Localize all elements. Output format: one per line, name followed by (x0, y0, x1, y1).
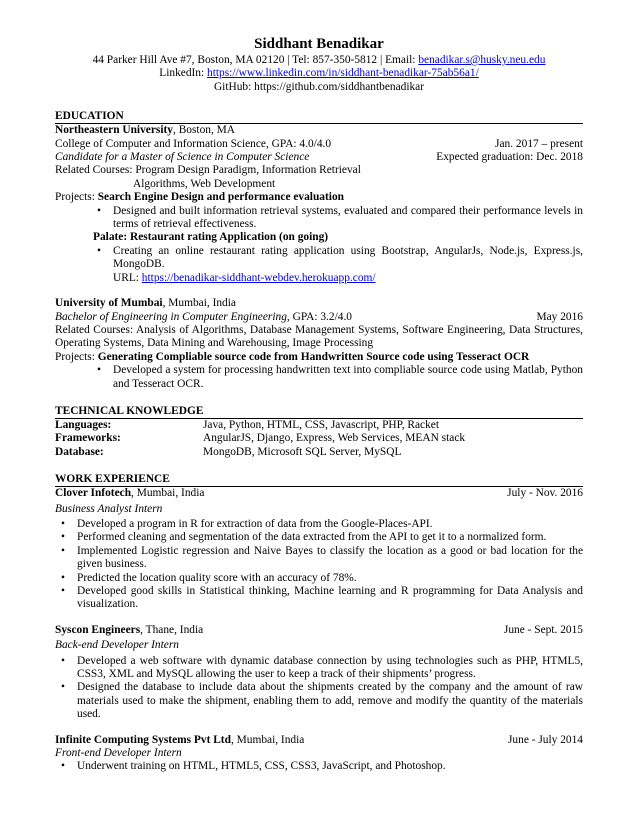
linkedin-line (55, 67, 583, 80)
mumbai-project-title: Generating Compliable source code from Handwritten Source code using Tesseract OCR (97, 350, 530, 363)
contact-line (55, 54, 583, 67)
list-item: • Developed a program in R for extraction of data from the Google-Places-API. (55, 518, 583, 531)
job-role: Business Analyst Intern (55, 502, 163, 515)
job-location: , Mumbai, India (230, 733, 305, 746)
neu-candidate: Candidate for a Master of Science in Computer Science (55, 151, 310, 164)
resume-header (55, 36, 583, 94)
job-dates: July - Nov. 2016 (507, 487, 583, 500)
job-header-row (55, 734, 583, 747)
table-row (55, 432, 583, 445)
job-syscon (55, 624, 583, 722)
neu-degree-row (55, 138, 583, 151)
job-location: , Thane, India (140, 623, 204, 636)
list-item: • Developed a web software with dynamic database connection by using technologies such as PHP, HTML5, CSS3, XML and MySQL allowing the user to keep a track of their shipments’ progress. (55, 655, 583, 682)
neu-dates: Jan. 2017 – present (495, 137, 583, 150)
mumbai-project-list (55, 364, 583, 391)
mumbai-courses: Related Courses: Analysis of Algorithms, Database Management Systems, Software Engineering, Data Structures, Operating Systems, Data Mining and Warehousing, Image Processing (55, 323, 583, 350)
neu-location: , Boston, MA (173, 124, 236, 137)
technical-heading: TECHNICAL KNOWLEDGE (55, 405, 583, 419)
technical-table (55, 419, 583, 459)
job-company: Syscon Engineers (55, 623, 141, 636)
project-url-link[interactable]: https://benadikar-siddhant-webdev.herokuapp.com/ (141, 271, 376, 284)
list-item: • Designed and built information retrieval systems, evaluated and compared their performance levels in terms of retrieval effectiveness. (91, 205, 583, 232)
email-link[interactable]: benadikar.s@husky.neu.edu (418, 54, 546, 66)
mumbai-dates: May 2016 (536, 310, 583, 323)
spacer (55, 722, 583, 734)
mumbai-degree-row (55, 311, 583, 324)
list-item: • Creating an online restaurant rating application using Bootstrap, AngularJs, Node.js, Express.js, MongoDB. (91, 245, 583, 272)
job-header-row (55, 624, 583, 637)
spacer (55, 285, 583, 297)
neu-project2-url-line (55, 272, 583, 285)
tech-value: MongoDB, Microsoft SQL Server, MySQL (203, 445, 402, 458)
mumbai-projects-line (55, 351, 583, 364)
url-label: URL: (113, 271, 142, 284)
neu-project2-list (55, 245, 583, 272)
job-dates: June - July 2014 (508, 733, 583, 746)
neu-courses-2: Algorithms, Web Development (133, 177, 276, 190)
tech-value: Java, Python, HTML, CSS, Javascript, PHP, Racket (203, 418, 440, 431)
list-item: • Developed good skills in Statistical thinking, Machine learning and R programming for Data Analysis and visualization. (55, 585, 583, 612)
linkedin-link[interactable]: https://www.linkedin.com/in/siddhant-benadikar-75ab56a1/ (207, 67, 479, 80)
neu-project1-list (55, 205, 583, 232)
mumbai-degree: Bachelor of Engineering in Computer Engineering, (55, 310, 290, 323)
tech-key: Database: (55, 445, 104, 458)
neu-projects-line (55, 191, 583, 204)
mumbai-school: University of Mumbai (55, 297, 163, 310)
education-heading: EDUCATION (55, 110, 583, 124)
education-neu (55, 124, 583, 285)
work-heading: WORK EXPERIENCE (55, 473, 583, 487)
list-item: • Designed the database to include data about the shipments created by the company and the amount of raw materials used to make the shipment, enabling them to add, remove and modify the quantity of the materials used. (55, 681, 583, 721)
table-row (55, 419, 583, 432)
list-item: • Developed a system for processing handwritten text into compliable source code using Matlab, Python and Tesseract OCR. (91, 364, 583, 391)
mumbai-projects-label: Projects: (55, 350, 98, 363)
linkedin-label: LinkedIn: (159, 67, 208, 80)
list-item: • Predicted the location quality score with an accuracy of 78%. (55, 572, 583, 585)
job-bullets (55, 518, 583, 612)
mumbai-location: , Mumbai, India (162, 297, 236, 310)
neu-project2-title: Palate: Restaurant rating Application (on going) (93, 231, 329, 244)
mumbai-school-line (55, 297, 583, 310)
table-row (55, 446, 583, 459)
job-infinite (55, 734, 583, 774)
neu-projects-label: Projects: (55, 191, 98, 204)
tech-key: Languages: (55, 418, 112, 431)
mumbai-gpa: GPA: 3.2/4.0 (289, 310, 352, 323)
candidate-name: Siddhant Benadikar (254, 36, 384, 52)
list-item: • Implemented Logistic regression and Naive Bayes to classify the location as a good or bad location for the given business. (55, 545, 583, 572)
job-company: Clover Infotech (55, 487, 132, 500)
job-dates: June - Sept. 2015 (503, 623, 583, 636)
job-company: Infinite Computing Systems Pvt Ltd (55, 733, 231, 746)
neu-graduation: Expected graduation: Dec. 2018 (436, 151, 583, 164)
tech-key: Frameworks: (55, 432, 121, 445)
neu-degree: College of Computer and Information Science, GPA: 4.0/4.0 (55, 137, 332, 150)
contact-address: 44 Parker Hill Ave #7, Boston, MA 02120 | Tel: 857-350-5812 | Email: (92, 54, 419, 66)
neu-candidate-row (55, 151, 583, 164)
job-clover (55, 487, 583, 612)
neu-school-line (55, 124, 583, 137)
neu-project1-title: Search Engine Design and performance evaluation (97, 191, 344, 204)
github-line: GitHub: https://github.com/siddhantbenadikar (213, 80, 425, 93)
job-location: , Mumbai, India (131, 487, 205, 500)
job-role: Back-end Developer Intern (55, 639, 179, 652)
list-item: • Performed cleaning and segmentation of the data extracted from the API to get it to a normalized form. (55, 531, 583, 544)
job-header-row (55, 487, 583, 500)
neu-school: Northeastern University (55, 124, 173, 137)
list-item: • Underwent training on HTML, HTML5, CSS, CSS3, JavaScript, and Photoshop. (55, 760, 583, 773)
job-bullets (55, 760, 583, 773)
job-bullets (55, 655, 583, 722)
neu-courses-1: Related Courses: Program Design Paradigm, Information Retrieval (55, 164, 361, 177)
education-mumbai (55, 297, 583, 391)
job-role: Front-end Developer Intern (55, 747, 182, 760)
tech-value: AngularJS, Django, Express, Web Services, MEAN stack (203, 432, 466, 445)
spacer (55, 612, 583, 624)
